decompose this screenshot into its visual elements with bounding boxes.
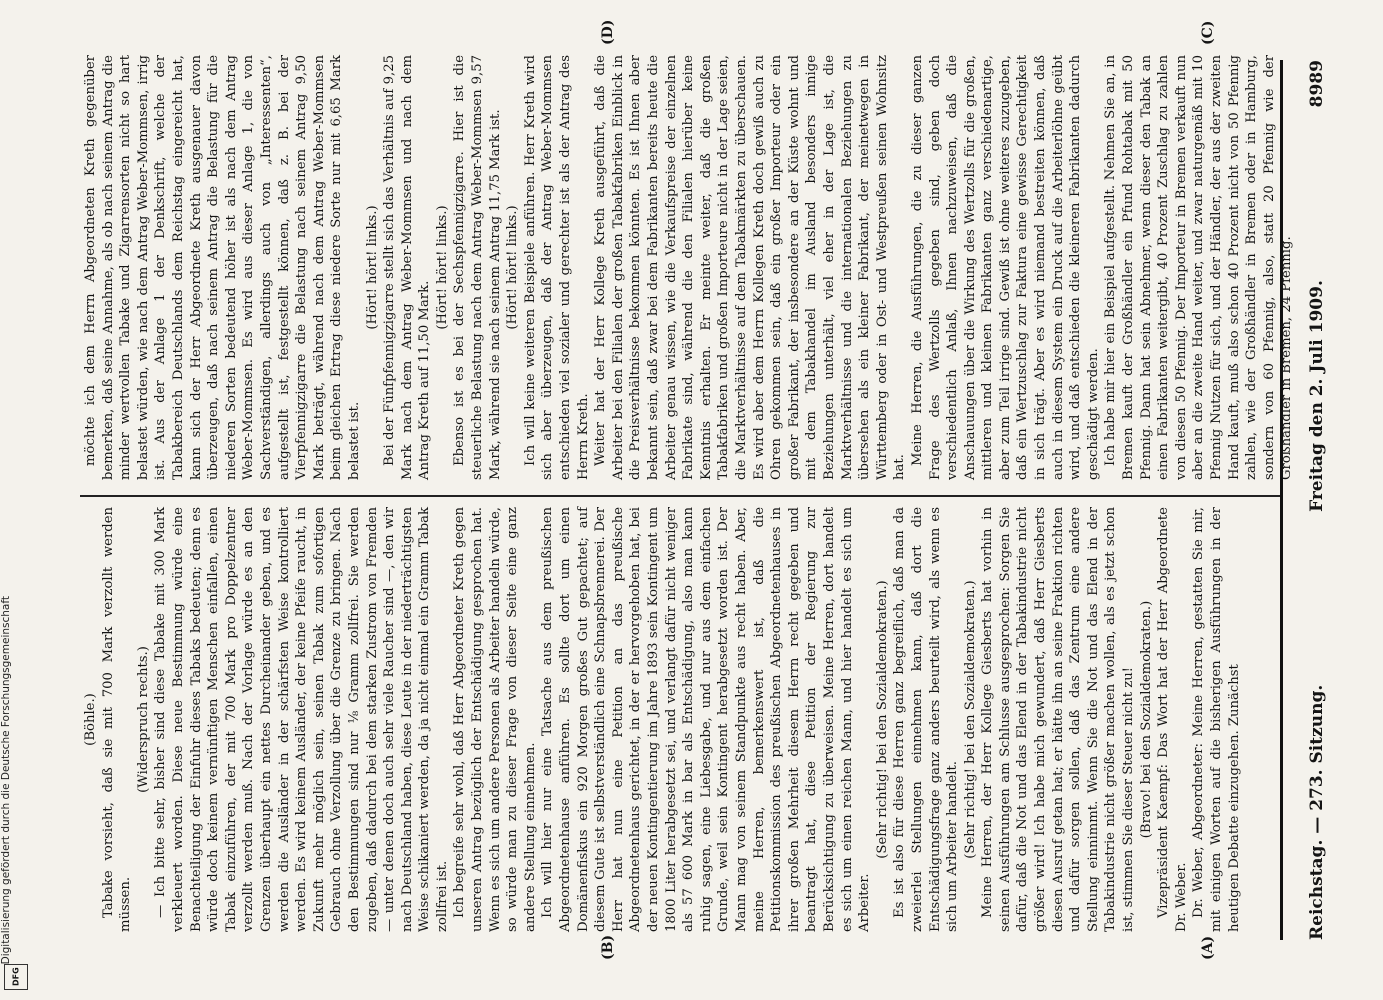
left-column-paragraph: Es ist also für diese Herren ganz begreiflich, daß man da zweierlei Stellungen einnehmen kann, daß dort die Entschädigungsfrage ganz anders beurteilt wird, als wenn es sich um Arbeiter handelt.: [892, 507, 961, 932]
right-column-paragraph: (Hört! hört! links.): [505, 205, 521, 330]
margin-marker-b: (B): [600, 934, 616, 960]
left-column-paragraph: Ich will hier nur eine Tatsache aus dem preußischen Abgeordnetenhause anführen. Es sollte dort um einen Domänenfiskus ein 920 Morgen großes Gut gepachtet; auf diesem Gute ist selbstverständlich eine Schnapsbrennerei. Der Herr hat nun eine Petition an das preußische Abgeordnetenhaus gerichtet, in der er hervorgehoben hat, bei der neuen Kontingentierung im Jahre 1893 sein Kontingent um 1800 Liter herabgesetzt sei, und verlangt dafür nicht weniger als 57 600 Mark in bar als Entschädigung, also man kann ruhig sagen, eine Liebesgabe, und nur aus dem einfachen Grunde, weil sein Kontingent herabgesetzt worden ist. Der Mann mag von seinem Standpunkte aus recht haben. Aber, meine Herren, bemerkenswert ist, daß die Petitionskommission des preußischen Abgeordnetenhauses in ihrer großen Mehrheit diesem Herrn recht gegeben und beantragt hat, diese Petition der Regierung zur Berücksichtigung zu überweisen. Meine Herren, dort handelt es sich um einen reichen Mann, und hier handelt es sich um Arbeiter.: [540, 507, 873, 932]
left-column-paragraph: Vizepräsident Kaempf: Das Wort hat der Herr Abgeordnete Dr. Weber.: [1156, 507, 1189, 932]
left-column-paragraph: — Ich bitte sehr, bisher sind diese Tabake mit 300 Mark verkleuert worden. Diese neue Bestimmung würde eine Benachteiligung der Einfuhr dieses Tabaks bedeuten; denn es würde doch keinem vernünftigen Menschen einfallen, einen Tabak einzuführen, der mit 700 Mark pro Doppelzentner verzollt werden muß. Nach der Vorlage würde es an den Grenzen überhaupt ein nettes Durcheinander geben, und es werden die Ausländer in der schärfsten Weise kontrolliert werden. Es wird keinem Ausländer, der keine Pfeife raucht, in Zukunft mehr möglich sein, seinen Tabak zum sofortigen Gebrauch ohne Verzollung über die Grenze zu bringen. Nach den Bestimmungen sind nur ⅛ Gramm zollfrei. Sie werden zugeben, daß dadurch bei dem starken Zustrom von Fremden — unter denen doch auch sehr viele Raucher sind —, den wir nach Deutschland haben, diese Leute in der niederträchtigsten Weise schikaniert werden, da ja nicht einmal ein Gramm Tabak zollfrei ist.: [153, 507, 450, 932]
left-column-paragraph: (Widerspruch rechts.): [135, 646, 151, 793]
left-column-paragraph: (Sehr richtig! bei den Sozialdemokraten.): [874, 580, 890, 859]
dfg-logo: [4, 964, 28, 990]
digitization-credit: [0, 0, 30, 1000]
left-column-paragraph: Dr. Weber, Abgeordneter: Meine Herren, gestatten Sie mir, mit einigen Worten auf die bisherigen Ausführungen in der heutigen Debatte einzugehen. Zunächst: [1191, 507, 1242, 932]
column-divider: [80, 495, 1280, 497]
left-column-paragraph: (Bravo! bei den Sozialdemokraten.): [1138, 600, 1154, 839]
right-column-paragraph: Meine Herren, die Ausführungen, die zu dieser ganzen Frage des Wertzolls gegeben sind, geben doch verschiedentlich Anlaß, Ihnen nachzuweisen, daß die Anschauungen über die Wirkung des Wertzolls für die großen, mittleren und kleinen Fabrikanten ganz verschiedenartige, aber zum Teil irrige sind. Gewiß ist ohne weiteres zuzugeben, daß ein Wertzuschlag zur Faktura eine gewisse Gerechtigkeit in sich trägt. Aber es wird niemand bestreiten können, daß auch in diesem System ein Druck auf die Arbeiterlöhne geübt wird, und daß entschieden die kleineren Fabrikanten dadurch geschädigt werden.: [909, 55, 1101, 480]
left-column-paragraph: Tabake vorsieht, daß sie mit 700 Mark verzollt werden müssen.: [100, 507, 134, 932]
left-column-paragraph: Ich begreife sehr wohl, daß Herr Abgeordneter Kreth gegen unseren Antrag bezüglich der Entschädigung gesprochen hat. Wenn es sich um andere Personen als Arbeiter handeln würde, so würde man zu dieser Frage von dieser Seite eine ganz andere Stellung einnehmen.: [452, 507, 538, 932]
header-left: Reichstag. — 273. Sitzung.: [1307, 684, 1327, 940]
left-column-paragraph: (Böhle.): [83, 693, 98, 746]
right-column-paragraph: (Hört! hört! links.): [434, 205, 450, 330]
page-number: 8989: [1307, 60, 1327, 108]
right-text-column: [82, 55, 1295, 480]
right-column-paragraph: möchte ich dem Herrn Abgeordneten Kreth gegenüber bemerken, daß seine Annahme, als ob nach seinem Antrag die minder wertvollen Tabake und Zigarrensorten nicht so hart belastet würden, wie nach dem Antrag Weber-Mommsen, irrig ist. Aus der Anlage 1 der Denkschrift, welche der Tabakbereich Deutschlands dem Reichstag eingereicht hat, kann sich der Herr Abgeordnete Kreth ausgenauer davon überzeugen, daß nach seinem Antrag die Belastung für die niederen Sorten bedeutend höher ist als nach dem Antrag Weber-Mommsen. Es wird aus dieser Anlage 1, die von Sachverständigen, allerdings auch von „Interessenten“, aufgestellt ist, festgestellt können, daß z. B. bei der Vierpfennigzigarre die Belastung nach seinem Antrag 9,50 Mark beträgt, während nach dem Antrag Weber-Mommsen beim gleichen Ertrag diese niedere Sorte nur mit 6,65 Mark belastet ist.: [83, 55, 362, 480]
right-column-paragraph: Ich habe mir hier ein Beispiel aufgestellt. Nehmen Sie an, in Bremen kauft der Großhändler ein Pfund Rohtabak mit 50 Pfennig. Dann hat sein Abnehmer, wenn dieser den Tabak an einen Fabrikanten weitergibt, 40 Prozent Zuschlag zu zahlen von diesen 50 Pfennig. Der Importeur in Bremen verkauft nun aber an die zweite Hand weiter, und zwar naturgemäß mit 10 Pfennig Nutzen für sich, und der Händler, der aus der zweiten Hand kauft, muß also schon 40 Prozent nicht von 50 Pfennig zahlen, wie der Großhändler in Bremen oder in Hamburg, sondern von 60 Pfennig, also, statt 20 Pfennig wie der Großhändler in Bremen, 24 Pfennig.: [1103, 55, 1295, 480]
left-column-paragraph: Meine Herren, der Herr Kollege Giesberts hat vorhin in seinen Ausführungen am Schlusse ausgesprochen: Sorgen Sie dafür, daß die Not und das Elend in der Tabakindustrie nicht größer wird! Ich habe mich gewundert, daß Herr Giesberts diesen Ausruf getan hat; er hätte ihn an seine Fraktion richten und dafür sorgen sollen, daß das Zentrum eine andere Stellung einnimmt. Wenn Sie die Not und das Elend in der Tabakindustrie nicht größer machen wollen, als es jetzt schon ist, stimmen Sie dieser Steuer nicht zu!: [980, 507, 1137, 932]
left-column-paragraph: (Sehr richtig! bei den Sozialdemokraten.): [962, 580, 978, 859]
margin-marker-a: (A): [1200, 935, 1216, 960]
right-column-paragraph: (Hört! hört! links.): [364, 205, 380, 330]
margin-marker-c: (C): [1200, 20, 1216, 45]
logo-text: DFG: [11, 967, 21, 987]
right-column-paragraph: Ebenso ist es bei der Sechspfennigzigarre. Hier ist die steuerliche Belastung nach dem Antrag Weber-Mommsen 9,57 Mark, während sie nach seinem Antrag 11,75 Mark ist.: [452, 55, 503, 480]
header-right: Freitag den 2. Juli 1909.: [1307, 280, 1327, 512]
right-column-paragraph: Bei der Fünfpfennigzigarre stellt sich das Verhältnis auf 9,25 Mark nach dem Antrag Weber-Mommsen und nach dem Antrag Kreth auf 11,50 Mark.: [382, 55, 433, 480]
right-column-paragraph: Weiter hat der Herr Kollege Kreth ausgeführt, daß die Arbeiter bei den Filialen der großen Tabakfabriken Einblick in die Preisverhältnisse bekommen könnten. Es ist Ihnen aber bekannt sein, daß zwar bei dem Fabrikanten bereits heute die Arbeiter genau wissen, wie die Verkaufspreise der einzelnen Fabrikate sind, während die den Filialen hierüber keine Kenntnis erhalten. Er meinte weiter, daß die großen Tabakfabriken und großen Importeure nicht in der Lage seien, die Marktverhältnisse auf dem Tabakmärkten zu überschauen. Es wird aber dem Herrn Kollegen Kreth doch gewiß auch zu Ohren gekommen sein, daß ein großer Importeur oder ein großer Fabrikant, der insbesondere an der Küste wohnt und mit dem Tabakhandel im Ausland besonders innige Beziehungen unterhält, viel eher in der Lage ist, die Marktverhältnisse und die internationalen Beziehungen zu übersehen als ein kleiner Fabrikant, der meinetwegen in Württemberg oder in Ost- und Westpreußen seinen Wohnsitz hat.: [593, 55, 908, 480]
rotated-newspaper-page: [40, 0, 1383, 1000]
credit-text: Digitalisierung gefördert durch die Deutsche Forschungsgemeinschaft: [0, 595, 12, 964]
page-header: [1298, 60, 1336, 940]
right-column-paragraph: Ich will keine weiteren Beispiele anführen. Herr Kreth wird sich aber überzeugen, daß der Antrag Weber-Mommsen entschieden viel sozialer und gerechter ist als der Antrag des Herrn Kreth.: [522, 55, 591, 480]
margin-marker-d: (D): [600, 19, 616, 45]
left-text-column: [82, 507, 1272, 932]
